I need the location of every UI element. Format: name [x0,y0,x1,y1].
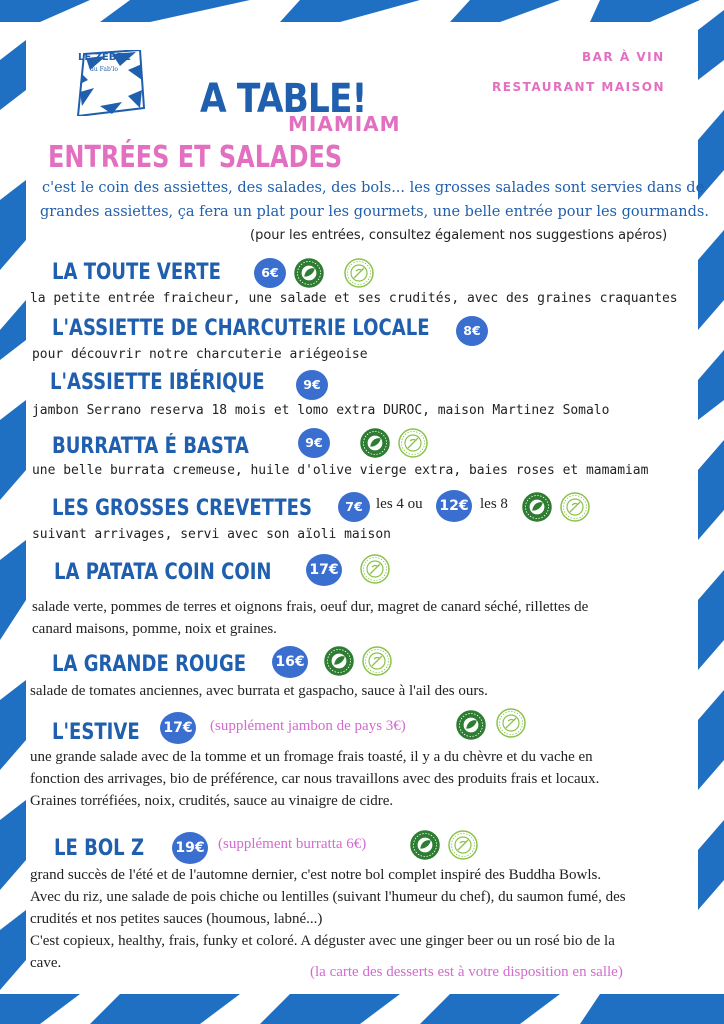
dish-name: LA PATATA COIN COIN [54,560,272,585]
price-badge: 7€ [338,492,370,522]
tag-bar-a-vin: BAR À VIN [582,50,665,64]
dish-name: LES GROSSES CREVETTES [52,496,312,521]
dish-description: salade verte, pommes de terres et oignons frais, oeuf dur, magret de canard séché, rillettes de [32,599,589,615]
gluten-free-icon [398,428,428,458]
dish-description: crudités et nos petites sauces (houmous, labné...) [30,911,323,927]
dish-description: cave. [30,955,62,971]
dish-description: grand succès de l'été et de l'automne dernier, c'est notre bol complet inspiré des Buddha Bowls. [30,867,602,883]
page-title: A TABLE! [200,76,367,122]
section-intro-2: grandes assiettes, ça fera un plat pour les gourmets, une belle entrée pour les gourmands. [40,204,709,220]
dish-description: suivant arrivages, servi avec son aïoli maison [32,526,391,542]
desserts-note: (la carte des desserts est à votre disposition en salle) [310,964,623,980]
dish-description: une grande salade avec de la tomme et un fromage frais toasté, il y a du chèvre et du vache en [30,749,593,765]
dish-description: pour découvrir notre charcuterie ariégeoise [32,346,368,362]
vegetarian-icon [522,492,552,522]
vegetarian-icon [360,428,390,458]
dish-description: canard maisons, pomme, noix et graines. [32,621,277,637]
menu-card [26,22,709,994]
dish-description: Graines torréfiées, noix, crudités, sauce au vinaigre de cidre. [30,793,394,809]
price-note-2: les 8 [480,496,508,512]
gluten-free-icon [362,646,392,676]
price-badge: 8€ [456,316,488,346]
dish-name: LE BOL Z [54,836,145,861]
dish-name: L'ASSIETTE IBÉRIQUE [50,370,265,395]
price-badge: 6€ [254,258,286,288]
gluten-free-icon [344,258,374,288]
section-intro-1: c'est le coin des assiettes, des salades, des bols... les grosses salades sont servies dans de [42,180,705,196]
dish-name: L'ASSIETTE DE CHARCUTERIE LOCALE [52,316,430,341]
dish-description: jambon Serrano reserva 18 mois et lomo extra DUROC, maison Martinez Somalo [32,402,610,418]
dish-name: LA TOUTE VERTE [52,260,221,285]
page-subtitle: MIAMIAM [288,112,401,136]
vegetarian-icon [456,710,486,740]
gluten-free-icon [496,708,526,738]
vegetarian-icon [294,258,324,288]
dish-description: la petite entrée fraicheur, une salade et ses crudités, avec des graines craquantes [30,290,678,306]
price-badge-2: 12€ [436,490,472,522]
gluten-free-icon [448,830,478,860]
price-badge: 9€ [296,370,328,400]
price-badge: 17€ [160,712,196,744]
price-badge: 16€ [272,646,308,678]
dish-description: fonction des arrivages, bio de préférence, car nous travaillons avec des produits frais et locaux. [30,771,600,787]
supplement-note: (supplément jambon de pays 3€) [210,718,406,734]
dish-name: L'ESTIVE [52,720,140,745]
dish-description: salade de tomates anciennes, avec burrata et gaspacho, sauce à l'ail des ours. [30,683,488,699]
logo-subname: du Fab'lo [90,66,118,73]
vegetarian-icon [410,830,440,860]
dish-name: LA GRANDE ROUGE [52,652,247,677]
price-badge: 19€ [172,832,208,864]
dish-description: une belle burrata cremeuse, huile d'olive vierge extra, baies roses et mamamiam [32,462,649,478]
tag-restaurant: RESTAURANT MAISON [492,80,666,94]
dish-description: Avec du riz, une salade de pois chiche ou lentilles (suivant l'humeur du chef), du saumon fumé, des [30,889,626,905]
dish-name: BURRATTA É BASTA [52,434,249,459]
dish-description: C'est copieux, healthy, frais, funky et coloré. A déguster avec une ginger beer ou un rosé bio de la [30,933,615,949]
gluten-free-icon [360,554,390,584]
supplement-note: (supplément burratta 6€) [218,836,367,852]
price-badge: 9€ [298,428,330,458]
section-note: (pour les entrées, consultez également nos suggestions apéros) [250,228,668,243]
section-title: ENTRÉES ET SALADES [48,140,343,175]
vegetarian-icon [324,646,354,676]
price-badge: 17€ [306,554,342,586]
price-note: les 4 ou [376,496,423,512]
logo-name: LE ZEBRE [78,52,131,63]
gluten-free-icon [560,492,590,522]
